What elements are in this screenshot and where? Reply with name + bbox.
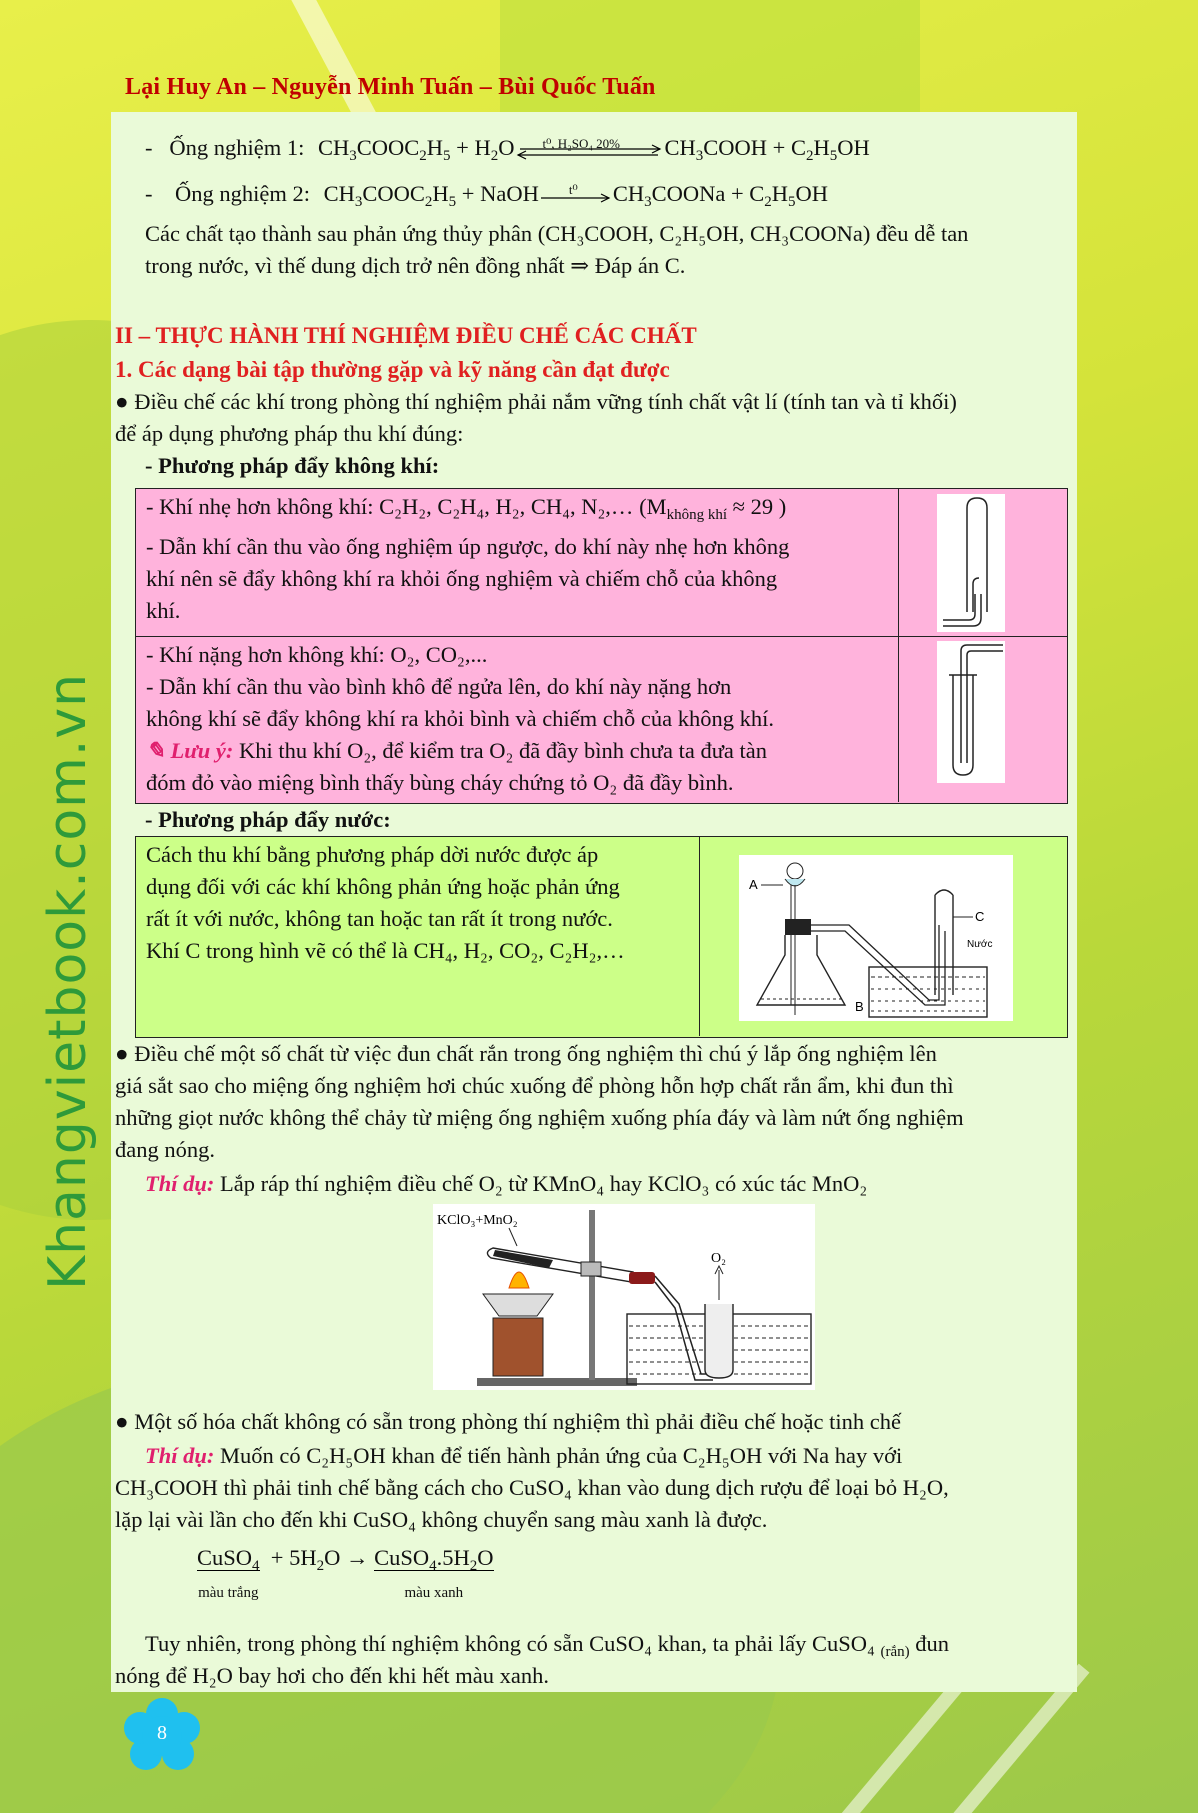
water-desc-4: Khí C trong hình vẽ có thể là CH₄, H₂, CO₂, C₂H₂,… bbox=[146, 938, 625, 963]
heavy-desc-1: - Dẫn khí cần thu vào bình khô để ngửa lên, do khí này nặng hơn bbox=[146, 674, 732, 699]
intro-note-2: trong nước, vì thế dung dịch trở nên đồng nhất ⇒ Đáp án C. bbox=[145, 253, 686, 278]
fig-label-c: C bbox=[975, 909, 985, 924]
heavy-desc-2: không khí sẽ đẩy không khí ra khỏi bình và chiếm chỗ của không khí. bbox=[146, 706, 775, 731]
reaction-1: - Ống nghiệm 1: $CH_3COOC_2H_5 + H_2O$ t⁰, H₂SO₄ 20% $CH_3COOH + C_2H_5OH$ bbox=[145, 132, 870, 164]
heavy-note-1: ✎ Lưu ý: Khi thu khí O₂, để kiểm tra O₂ đã đầy bình chưa ta đưa tàn bbox=[146, 738, 768, 763]
example-label: Thí dụ: bbox=[145, 1171, 215, 1196]
gas-collection-apparatus-icon bbox=[739, 855, 1013, 1021]
fig-label-b: B bbox=[855, 999, 864, 1014]
fig-label-a: A bbox=[749, 877, 758, 892]
heavy-note-2: đóm đỏ vào miệng bình thấy bùng cháy chứng tỏ O₂ đã đầy bình. bbox=[146, 770, 734, 795]
oxygen-apparatus-figure bbox=[433, 1204, 815, 1390]
eq-right-label: màu xanh bbox=[404, 1585, 464, 1601]
method-water-title: - Phương pháp đẩy nước: bbox=[145, 807, 391, 832]
light-gas-line: - Khí nhẹ hơn không khí: C₂H₂, C₂H₄, H₂, CH₄, N₂,… ($M_{không khí} \approx 29$ ) bbox=[146, 494, 787, 523]
inverted-tube-icon bbox=[937, 494, 1005, 632]
page-number: 8 bbox=[157, 1722, 167, 1744]
bullet2-example: Thí dụ: Lắp ráp thí nghiệm điều chế O₂ từ KMnO₄ hay KClO₃ có xúc tác MnO₂ bbox=[145, 1171, 868, 1196]
cuso4-equation: CuSO$_4$ màu trắng + $5H_2O$ → $CuSO_4.5H_2O$ màu xanh bbox=[197, 1545, 494, 1601]
table-row-heavy-gas bbox=[135, 636, 1068, 804]
reaction-1-label: Ống nghiệm 1: bbox=[169, 135, 305, 160]
intro-note-1: Các chất tạo thành sau phản ứng thủy phân (CH₃COOH, C₂H₅OH, CH₃COONa) đều dễ tan bbox=[145, 221, 969, 246]
header-authors: Lại Huy An – Nguyễn Minh Tuấn – Bùi Quốc Tuấn bbox=[125, 74, 656, 100]
light-desc-3: khí. bbox=[146, 598, 181, 623]
inverted-test-tube-figure bbox=[937, 494, 1005, 632]
table-water-method bbox=[135, 836, 1068, 1038]
heavy-gas-line: - Khí nặng hơn không khí: O₂, CO₂,... bbox=[146, 642, 488, 667]
note-label: ✎ Lưu ý: bbox=[146, 738, 234, 763]
bullet2-line2: giá sắt sao cho miệng ống nghiệm hơi chúc xuống để phòng hỗn hợp chất rắn ẩm, khi đun thì bbox=[115, 1073, 954, 1098]
reaction-2-equation: $CH_3COOC_2H_5$ + NaOH t⁰ $CH_3COONa + C_2H_5OH$ bbox=[324, 181, 828, 206]
fig-label-o2: O₂ bbox=[711, 1251, 726, 1266]
bullet2-line3: những giọt nước không thể chảy từ miệng ống nghiệm xuống phía đáy và làm nứt ống nghiệm bbox=[115, 1105, 964, 1130]
upright-test-tube-figure bbox=[937, 641, 1005, 783]
fig-label-water: Nước bbox=[967, 939, 993, 950]
upright-tube-icon bbox=[937, 641, 1005, 783]
water-desc-3: rất ít với nước, không tan hoặc tan rất ít trong nước. bbox=[146, 906, 613, 931]
bullet2-line4: đang nóng. bbox=[115, 1137, 215, 1162]
bullet1-line2: để áp dụng phương pháp thu khí đúng: bbox=[115, 421, 464, 446]
reaction-2-condition: t⁰ bbox=[568, 181, 578, 197]
example-label-2: Thí dụ: bbox=[145, 1443, 215, 1468]
arrow-right-icon bbox=[539, 190, 613, 210]
table-row-light-gas bbox=[135, 488, 1068, 638]
bullet3-tail-1: Tuy nhiên, trong phòng thí nghiệm không có sẵn CuSO₄ khan, ta phải lấy CuSO₄ $_{(rắn)}$ đun bbox=[145, 1631, 949, 1660]
water-desc-1: Cách thu khí bằng phương pháp dời nước được áp bbox=[146, 842, 599, 867]
bullet3-line1: ● Một số hóa chất không có sẵn trong phòng thí nghiệm thì phải điều chế hoặc tinh chế bbox=[115, 1409, 901, 1434]
equilibrium-arrow-icon bbox=[514, 144, 664, 164]
reaction-1-condition: t⁰, H₂SO₄ 20% bbox=[542, 135, 620, 151]
bullet3-line3: CH₃COOH thì phải tinh chế bằng cách cho CuSO₄ khan vào dung dịch rượu để loại bỏ H₂O, bbox=[115, 1475, 949, 1500]
page-number-badge bbox=[124, 1698, 200, 1774]
heating-apparatus-icon bbox=[433, 1204, 815, 1390]
method-air-title: - Phương pháp đẩy không khí: bbox=[145, 453, 440, 478]
water-desc-2: dụng đối với các khí không phản ứng hoặc phản ứng bbox=[146, 874, 620, 899]
light-desc-1: - Dẫn khí cần thu vào ống nghiệm úp ngược, do khí này nhẹ hơn không bbox=[146, 534, 790, 559]
eq-left-label: màu trắng bbox=[198, 1585, 259, 1601]
bullet3-line4: lặp lại vài lần cho đến khi CuSO₄ không chuyển sang màu xanh là được. bbox=[115, 1507, 768, 1532]
section-subtitle: 1. Các dạng bài tập thường gặp và kỹ năng cần đạt được bbox=[115, 357, 670, 382]
fig-label-kclo3: KClO₃+MnO₂ bbox=[437, 1213, 518, 1228]
reaction-2: - Ống nghiệm 2: $CH_3COOC_2H_5$ + NaOH t⁰ $CH_3COONa + C_2H_5OH$ bbox=[145, 178, 828, 210]
water-displacement-figure bbox=[739, 855, 1013, 1021]
section-title: II – THỰC HÀNH THÍ NGHIỆM ĐIỀU CHẾ CÁC CHẤT bbox=[115, 323, 697, 348]
bullet1-line1: ● Điều chế các khí trong phòng thí nghiệm phải nắm vững tính chất vật lí (tính tan và tỉ khối) bbox=[115, 389, 957, 414]
light-desc-2: khí nên sẽ đẩy không khí ra khỏi ống nghiệm và chiếm chỗ của không bbox=[146, 566, 778, 591]
reaction-1-equation: $CH_3COOC_2H_5 + H_2O$ t⁰, H₂SO₄ 20% $CH_3COOH + C_2H_5OH$ bbox=[318, 135, 870, 160]
reaction-2-label: Ống nghiệm 2: bbox=[175, 181, 310, 206]
bullet3-tail-2: nóng để H₂O bay hơi cho đến khi hết màu xanh. bbox=[115, 1663, 550, 1688]
bullet3-example: Thí dụ: Muốn có C₂H₅OH khan để tiến hành phản ứng của C₂H₅OH với Na hay với bbox=[145, 1443, 903, 1468]
bullet2-line1: ● Điều chế một số chất từ việc đun chất rắn trong ống nghiệm thì chú ý lắp ống nghiệm lên bbox=[115, 1041, 937, 1066]
sidebar-brand: Khangvietbook.com.vn bbox=[38, 672, 98, 1290]
